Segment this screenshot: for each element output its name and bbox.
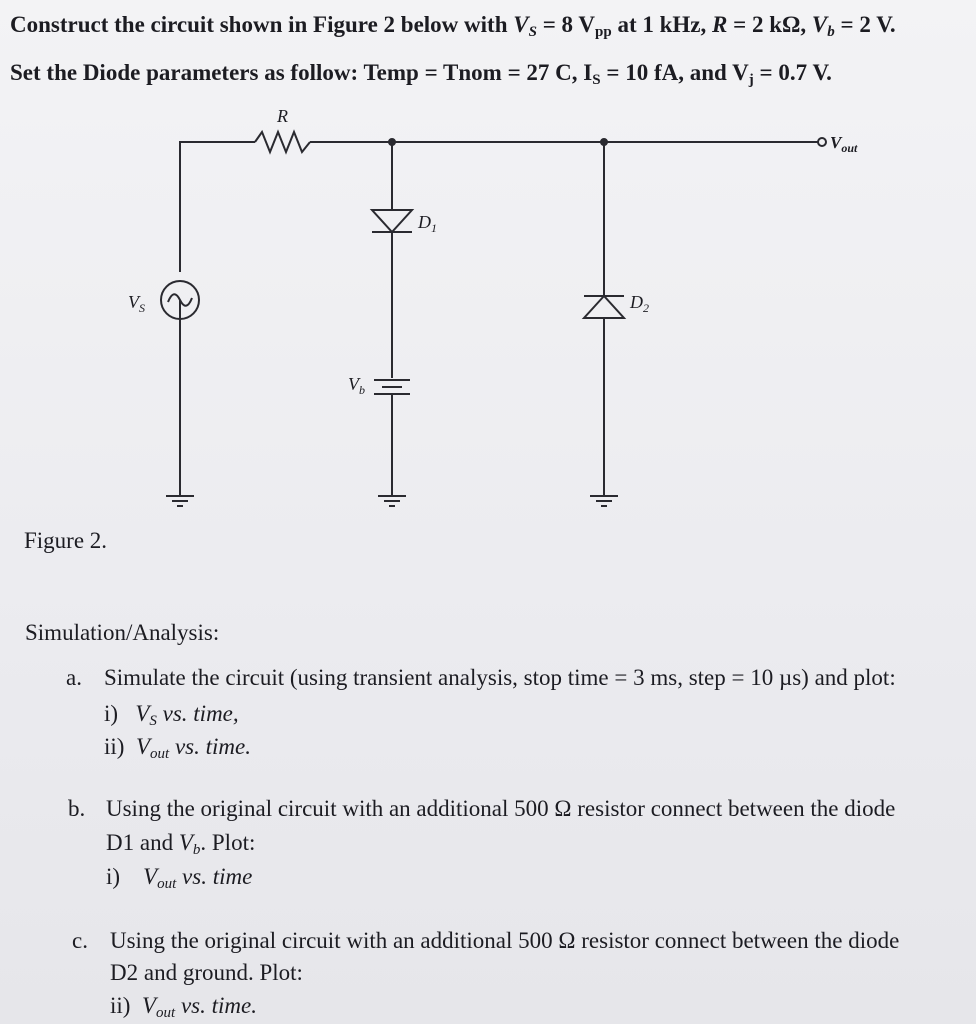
item-a-marker: a. [66,665,82,690]
item-c-line2: D2 and ground. Plot: [110,960,303,985]
label-r: R [277,106,288,126]
circuit-diagram [0,100,976,520]
label-vout: $V_{out}$ [830,133,858,155]
wire-vs-up [180,142,255,272]
diode-d1 [372,210,412,232]
label-vb: $V_b$ [348,374,365,397]
item-a-i: i) $V_S$ vs. time, [104,701,239,729]
figure-caption: Figure 2. [24,528,108,553]
item-c-marker: c. [72,928,88,953]
resistor-r [255,132,310,152]
item-b-marker: b. [68,796,86,821]
item-a-ii: ii) $V_{out}$ vs. time. [104,734,251,762]
label-vs: $V_S$ [128,292,145,315]
problem-line-2: Set the Diode parameters as follow: Temp = Tnom = 27 C, $I_S = 10$ fA, and $V_j = 0.7$ V. [10,60,832,88]
label-d2: $D_2$ [630,292,649,315]
item-c-line1: Using the original circuit with an additional 500 Ω resistor connect between the diode [110,928,900,953]
simulation-title: Simulation/Analysis: [25,620,220,645]
item-b-line1: Using the original circuit with an additional 500 Ω resistor connect between the diode [106,796,896,821]
item-c-ii: ii) $V_{out}$ vs. time. [110,993,257,1021]
diode-d2 [584,296,624,318]
item-a-text: Simulate the circuit (using transient analysis, stop time = 3 ms, step = 10 µs) and plot: [104,665,896,690]
problem-line-1: Construct the circuit shown in Figure 2 below with $V_S = 8$ $V_{pp}$ at 1 kHz, R = 2 kΩ, $V_b = 2$ V. [10,12,896,40]
item-b-line2: D1 and $V_b$. Plot: [106,830,256,858]
item-b-i: i) $V_{out}$ vs. time [106,864,253,892]
vout-terminal [818,138,826,146]
label-d1: $D_1$ [418,212,437,235]
